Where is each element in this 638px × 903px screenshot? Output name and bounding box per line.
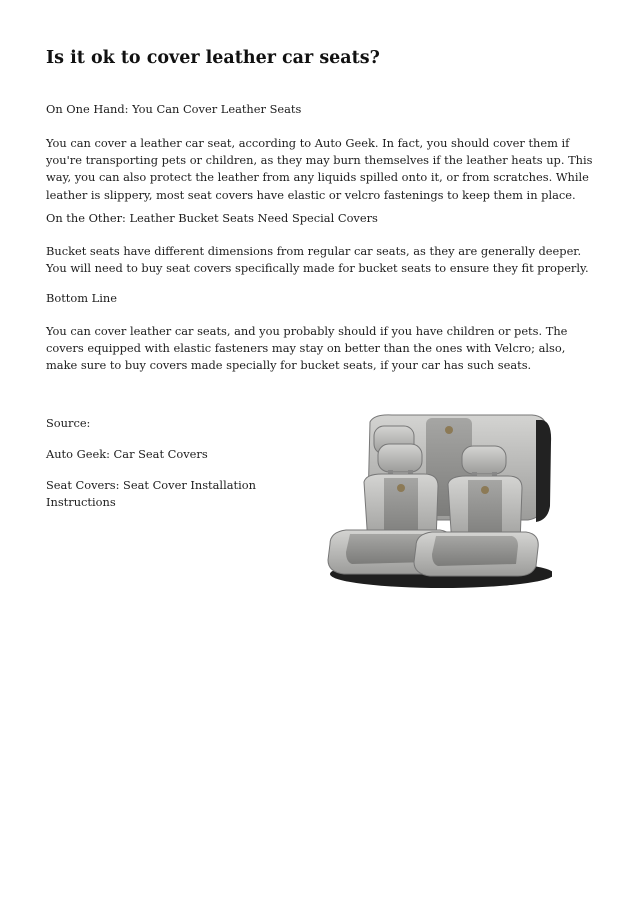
section-body-other: Bucket seats have different dimensions from regular car seats, as they are generally deeper. You will need to buy seat covers specifically made for bucket seats to ensure they fit properly. xyxy=(46,244,589,276)
page-title: Is it ok to cover leather car seats? xyxy=(46,48,380,68)
source-link-seat-covers[interactable]: Seat Covers: Seat Cover Installation Instructions xyxy=(46,478,256,510)
section-heading-bottom-line: Bottom Line xyxy=(46,291,117,305)
section-heading-other: On the Other: Leather Bucket Seats Need Special Covers xyxy=(46,211,378,225)
source-label: Source: xyxy=(46,416,91,430)
section-body-bottom-line: You can cover leather car seats, and you probably should if you have children or pets. The covers equipped with elastic fasteners may stay on better than the ones with Velcro; also, make sure to buy covers made specially for bucket seats, if your car has such seats. xyxy=(46,324,568,373)
section-body-one-hand: You can cover a leather car seat, according to Auto Geek. In fact, you should cover them if you're transporting pets or children, as they may burn themselves if the leather heats up. This way, you can also protect the leather from any liquids spilled onto it, or from scratches. While leather is slippery, most seat covers have elastic or velcro fastenings to keep them in place. xyxy=(46,136,593,202)
section-heading-one-hand: On One Hand: You Can Cover Leather Seats xyxy=(46,102,302,116)
document-page xyxy=(46,46,594,510)
car-seat-covers-image xyxy=(322,412,552,590)
source-link-auto-geek[interactable]: Auto Geek: Car Seat Covers xyxy=(46,447,208,461)
